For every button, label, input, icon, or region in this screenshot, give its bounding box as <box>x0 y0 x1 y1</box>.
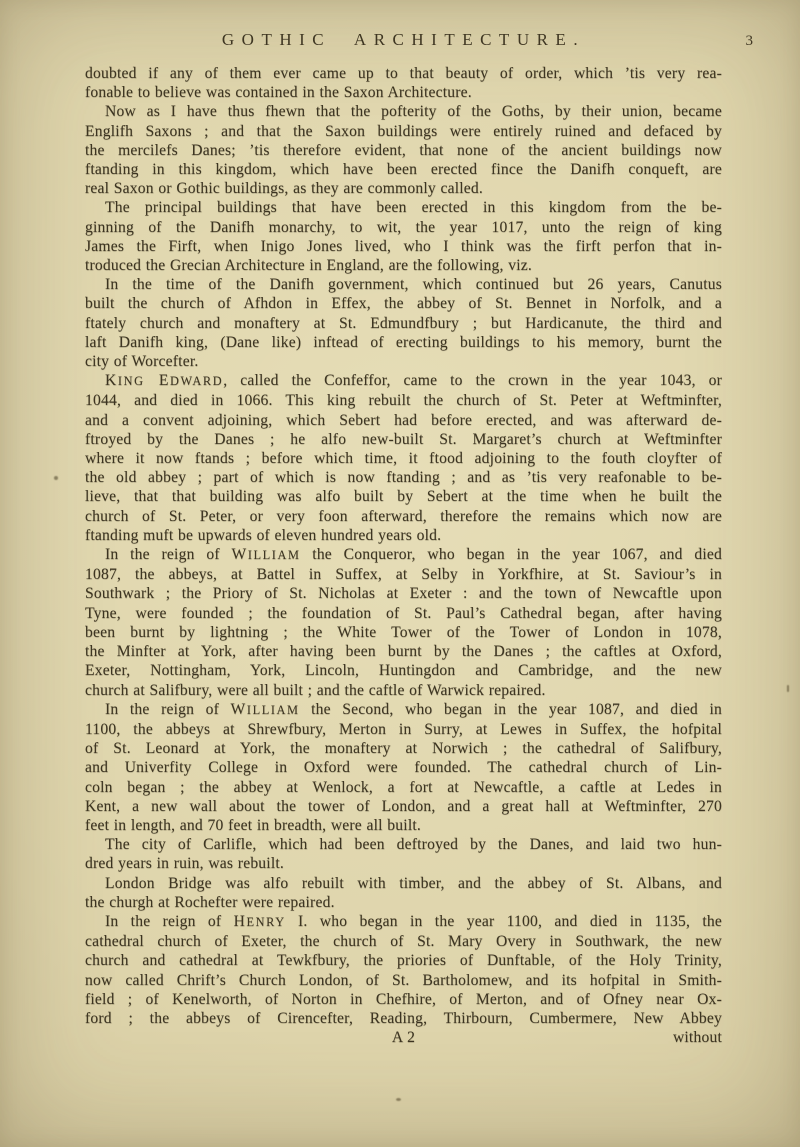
text-line: built the church of Afhdon in Effex, the abbey of St. Bennet in Norfolk, and a <box>85 295 722 313</box>
text-line: and Univerfity College in Oxford were founded. The cathedral church of Lin- <box>85 759 722 777</box>
text-line: 1087, the abbeys, at Battel in Suffex, at Selby in Yorkfhire, at St. Saviour’s in <box>85 566 722 584</box>
text-line: In the reign of WILLIAM the Second, who began in the year 1087, and died in <box>105 700 722 718</box>
text-line: London Bridge was alfo rebuilt with timber, and the abbey of St. Albans, and <box>105 874 722 892</box>
text-line: Southwark ; the Priory of St. Nicholas at Exeter : and the town of Newcaftle upon <box>85 585 722 603</box>
text-line: been burnt by lightning ; the White Tower of the Tower of London in 1078, <box>85 623 722 641</box>
text-line: the Minfter at York, after having been burnt by the Danes ; the caftles at Oxford, <box>85 643 722 661</box>
running-header-title: GOTHIC ARCHITECTURE. <box>221 30 586 49</box>
ink-speck <box>396 1098 401 1101</box>
text-line: real Saxon or Gothic buildings, as they are commonly called. <box>85 180 484 198</box>
text-line: cathedral church of Exeter, the church of St. Mary Overy in Southwark, the new <box>85 933 722 951</box>
text-line: ftately church and monaftery at St. Edmundfbury ; but Hardicanute, the third and <box>85 314 722 332</box>
text-line: field ; of Kenelworth, of Norton in Chefhire, of Merton, and of Ofney near Ox- <box>85 990 722 1008</box>
text-line: now called Chrift’s Church London, of St. Bartholomew, and its hofpital in Smith- <box>85 971 722 989</box>
ink-speck <box>54 476 58 480</box>
text-line: Tyne, were founded ; the foundation of St. Paul’s Cathedral began, after having <box>85 604 722 622</box>
text-line: the churgh at Rochefter were repaired. <box>85 893 335 911</box>
text-line: doubted if any of them ever came up to that beauty of order, which ’tis very rea- <box>85 65 722 82</box>
body-text <box>85 64 722 1047</box>
text-line: ftanding in this kingdom, which have been erected fince the Danifh conqueft, are <box>85 161 722 179</box>
text-line: and a convent adjoining, which Sebert had before erected, and was afterward de- <box>85 411 722 429</box>
text-line: In the reign of HENRY I. who began in the year 1100, and died in 1135, the <box>105 912 722 930</box>
text-line: In the time of the Danifh government, which continued but 26 years, Canutus <box>105 276 722 294</box>
text-line: ginning of the Danifh monarchy, to wit, the year 1017, unto the reign of king <box>85 218 722 236</box>
small-caps-text: WILLIAM <box>231 546 301 564</box>
signature-mark: A 2 <box>391 1029 416 1047</box>
text-line: city of Worcefter. <box>85 353 199 371</box>
text-line: Kent, a new wall about the tower of London, and a great hall at Weftminfter, 270 <box>85 797 722 815</box>
text-line: The city of Carlifle, which had been deftroyed by the Danes, and laid two hun- <box>105 836 722 854</box>
text-line: where it now ftands ; before which time, it ftood adjoining to the fouth cloyfter of <box>85 450 722 468</box>
text-line: the mercilefs Danes; ’tis therefore evident, that none of the ancient buildings now <box>85 141 722 159</box>
text-line: In the reign of WILLIAM the Conqueror, who began in the year 1067, and died <box>105 546 722 564</box>
small-caps-text: WILLIAM <box>230 700 300 718</box>
small-caps-text: KING EDWARD <box>105 372 224 390</box>
text-line: dred years in ruin, was rebuilt. <box>85 855 285 873</box>
text-line: ftanding muft be upwards of eleven hundred years old. <box>85 526 442 544</box>
text-line: ford ; the abbeys of Cirencefter, Reading, Thirbourn, Cumbermere, New Abbey <box>85 1009 722 1027</box>
small-caps-text: HENRY <box>233 912 286 930</box>
text-line: Now as I have thus fhewn that the pofterity of the Goths, by their union, became <box>105 103 722 121</box>
text-line: church of St. Peter, or very foon afterward, therefore the remains which now are <box>85 507 722 525</box>
text-line: coln began ; the abbey at Wenlock, a fort at Newcaftle, a caftle at Ledes in <box>85 778 722 796</box>
text-line: KING EDWARD, called the Confeffor, came to the crown in the year 1043, or <box>105 372 723 390</box>
ink-speck <box>787 685 789 692</box>
text-line: the old abbey ; part of which is now ftanding ; and as ’tis very reafonable to be- <box>85 469 722 487</box>
text-line: feet in length, and 70 feet in breadth, were all built. <box>85 816 421 834</box>
text-line: James the Firft, when Inigo Jones lived, who I think was the firft perfon that in- <box>85 237 722 255</box>
page-footer-line <box>85 1028 722 1047</box>
text-line: laft Danifh king, (Dane like) inftead of erecting buildings to his memory, burnt the <box>85 333 722 351</box>
catchword: without <box>672 1029 722 1047</box>
text-line: of St. Leonard at York, the monaftery at Norwich ; the cathedral of Salifbury, <box>85 740 722 758</box>
text-line: church at Salifbury, were all built ; and the caftle of Warwick repaired. <box>85 681 546 699</box>
text-line: troduced the Grecian Architecture in England, are the following, viz. <box>85 257 532 275</box>
text-line: Exeter, Nottingham, York, Lincoln, Huntingdon and Cambridge, and the new <box>85 662 722 680</box>
text-line: church and cathedral at Tewkfbury, the priories of Dunftable, of the Holy Trinity, <box>85 952 722 970</box>
text-line: lieve, that that building was alfo built by Sebert at the time when he built the <box>85 488 722 506</box>
text-line: 1100, the abbeys at Shrewfbury, Merton in Surry, at Lewes in Suffex, the hofpital <box>85 720 722 738</box>
text-line: The principal buildings that have been erected in this kingdom from the be- <box>105 199 722 217</box>
text-line: fonable to believe was contained in the Saxon Architecture. <box>85 84 472 102</box>
paragraph-lines <box>85 64 722 1028</box>
text-line: ftroyed by the Danes ; he alfo new-built St. Margaret’s church at Weftminfter <box>85 430 722 448</box>
page-number: 3 <box>745 33 753 49</box>
text-line: 1044, and died in 1066. This king rebuilt the church of St. Peter at Weftminfter, <box>85 392 722 410</box>
text-line: Englifh Saxons ; and that the Saxon buildings were entirely ruined and defaced by <box>85 122 722 140</box>
